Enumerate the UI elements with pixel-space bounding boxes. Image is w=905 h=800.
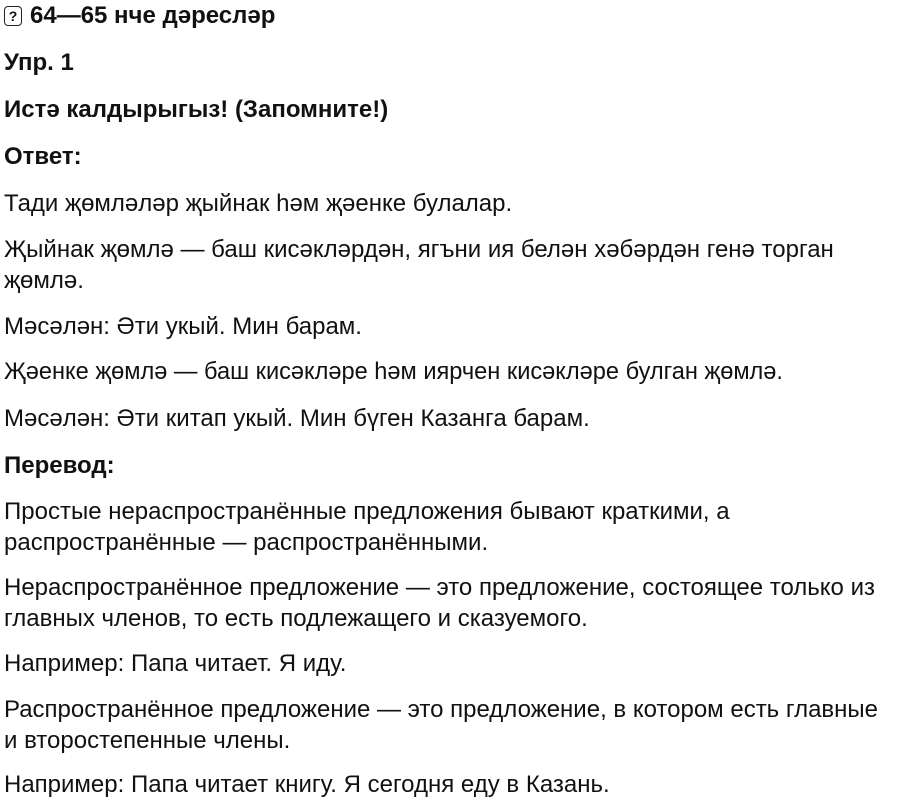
answer-example-2: Мәсәлән: Әти китап укый. Мин бүген Казанга барам. xyxy=(4,405,590,432)
translation-example-1: Например: Папа читает. Я иду. xyxy=(4,650,347,677)
lesson-title: 64—65 нче дәресләр xyxy=(30,2,276,29)
answer-paragraph-3: Җәенке җөмлә — баш кисәкләре һәм иярчен кисәкләре булган җөмлә. xyxy=(4,359,783,385)
translation-paragraph-3: Распространённое предложение — это предложение, в котором есть главные и второстепенные члены. xyxy=(4,696,879,754)
answer-paragraph-1: Тади җөмләләр җыйнак һәм җәенке булалар. xyxy=(4,190,513,217)
translation-example-2: Например: Папа читает книгу. Я сегодня еду в Казань. xyxy=(4,771,610,798)
help-icon[interactable]: ? xyxy=(4,6,22,26)
exercise-number: Упр. 1 xyxy=(4,49,74,76)
answer-heading: Ответ: xyxy=(4,143,82,170)
task-title: Истә калдырыгыз! (Запомните!) xyxy=(4,96,389,123)
translation-paragraph-2: Нераспространённое предложение — это предложение, состоящее только из главных членов, то есть подлежащего и сказуемого. xyxy=(4,574,875,632)
lesson-header xyxy=(4,0,903,31)
translation-paragraph-1: Простые нераспространённые предложения бывают краткими, а распространённые — распространёнными. xyxy=(4,498,730,556)
answer-paragraph-2: Җыйнак җөмлә — баш кисәкләрдән, ягъни ия белән хәбәрдән генә торган җөмлә. xyxy=(4,236,834,294)
translation-heading: Перевод: xyxy=(4,452,115,479)
answer-example-1: Мәсәлән: Әти укый. Мин барам. xyxy=(4,313,362,340)
